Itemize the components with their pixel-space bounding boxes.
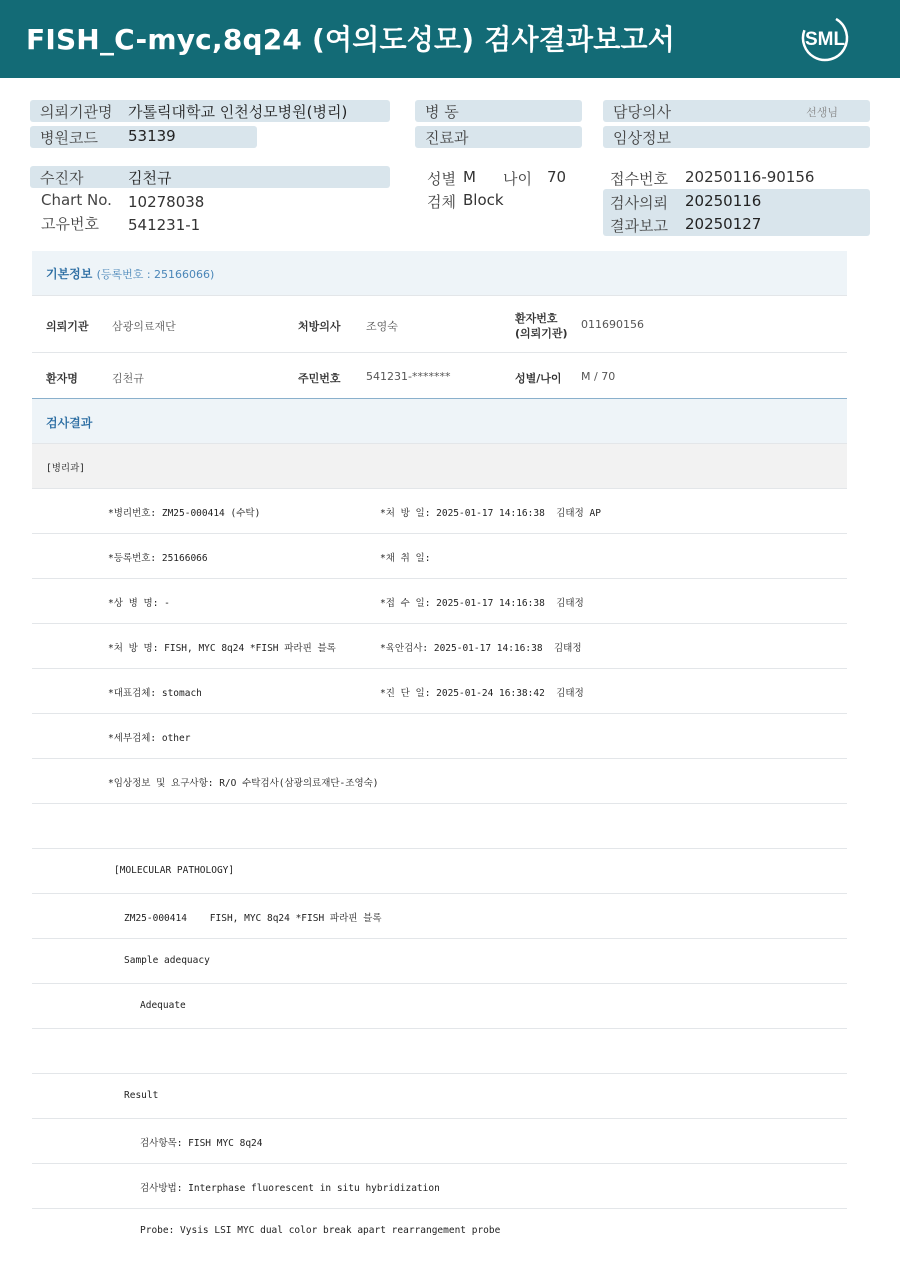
ward-field: [415, 100, 582, 122]
sex-age-label: 성별/나이: [515, 372, 562, 385]
sex-label: 성별: [427, 170, 456, 188]
specimen-label: 검체: [427, 193, 456, 211]
department-section-row: [32, 444, 847, 489]
sample-adequacy-value: Adequate: [140, 1000, 186, 1011]
receipt-no-label: 접수번호: [610, 170, 668, 188]
registration-no-line: *등록번호: 25166066: [108, 553, 208, 564]
basic-info-row-2: [32, 353, 847, 399]
results-header: [32, 399, 847, 444]
prescriber-label: 처방의사: [298, 320, 341, 333]
result-row: [32, 1209, 847, 1254]
basic-info-row-1: [32, 296, 847, 353]
sex-value: M: [463, 168, 476, 186]
result-heading: Result: [124, 1090, 159, 1101]
result-row: [32, 894, 847, 939]
clinical-info-field: [603, 126, 870, 148]
requesting-institution-value: 가톨릭대학교 인천성모병원(병리): [128, 103, 348, 121]
chart-no-value: 10278038: [128, 193, 205, 211]
requesting-institution-label: 의뢰기관명: [40, 103, 113, 121]
result-row: [32, 849, 847, 894]
request-date-value: 20250116: [685, 192, 762, 210]
collection-date: *채 취 일:: [380, 553, 431, 564]
result-row: [32, 759, 847, 804]
doctor-label: 담당의사: [613, 103, 671, 121]
test-item: 검사항목: FISH MYC 8q24: [140, 1138, 263, 1149]
chart-no-label: Chart No.: [41, 191, 112, 209]
probe-line: Probe: Vysis LSI MYC dual color break apart rearrangement probe: [140, 1225, 501, 1236]
blank-row: [32, 1029, 847, 1074]
result-row: [32, 1119, 847, 1164]
patient-no-sublabel: (의뢰기관): [515, 327, 568, 340]
patient-no-label: 환자번호: [515, 312, 558, 325]
age-value: 70: [547, 168, 567, 186]
report-header-bar: [0, 0, 900, 78]
resident-no-value: 541231-*******: [366, 370, 451, 383]
result-row: [32, 669, 847, 714]
unique-no-value: 541231-1: [128, 216, 201, 234]
receipt-no-value: 20250116-90156: [685, 168, 815, 186]
gross-exam-date: *육안검사: 2025-01-17 14:16:38 김태정: [380, 643, 582, 654]
sml-logo: [798, 12, 852, 64]
specimen-value: Block: [463, 191, 504, 209]
patient-name-label: 환자명: [46, 372, 78, 385]
resident-no-label: 주민번호: [298, 372, 341, 385]
doctor-suffix: 선생님: [806, 106, 838, 119]
result-row: [32, 714, 847, 759]
result-row: [32, 1164, 847, 1209]
result-row: [32, 489, 847, 534]
unique-no-label: 고유번호: [41, 215, 99, 233]
department-label: 진료과: [425, 129, 469, 147]
doctor-field: [603, 100, 870, 122]
report-date-value: 20250127: [685, 215, 762, 233]
test-method: 검사방법: Interphase fluorescent in situ hybridization: [140, 1183, 440, 1194]
request-date-label: 검사의뢰: [610, 194, 668, 212]
prescriber-value: 조영숙: [366, 320, 398, 333]
basic-info-title: 기본정보 (등록번호 : 25166066): [46, 267, 215, 281]
diagnosis-date: *진 단 일: 2025-01-24 16:38:42 김태정: [380, 688, 584, 699]
pathology-number: *병리번호: ZM25-000414 (수탁): [108, 508, 261, 519]
blank-row: [32, 804, 847, 849]
result-row: [32, 939, 847, 984]
report-date-label: 결과보고: [610, 217, 668, 235]
hospital-code-label: 병원코드: [40, 129, 98, 147]
hospital-code-field: [30, 126, 257, 148]
results-title: 검사결과: [46, 416, 93, 430]
patient-value: 김천규: [128, 169, 172, 187]
registration-number: (등록번호 : 25166066): [96, 268, 215, 281]
case-line: ZM25-000414 FISH, MYC 8q24 *FISH 파라핀 블록: [124, 913, 382, 924]
department-section: [병리과]: [46, 463, 85, 474]
receipt-date: *접 수 일: 2025-01-17 14:16:38 김태정: [380, 598, 584, 609]
institution-label: 의뢰기관: [46, 320, 89, 333]
report-panel: [32, 251, 847, 1271]
hospital-code-value: 53139: [128, 127, 176, 145]
diagnosis-name: *상 병 명: -: [108, 598, 170, 609]
institution-value: 삼광의료재단: [112, 320, 176, 333]
prescription-name: *처 방 명: FISH, MYC 8q24 *FISH 파라핀 블록: [108, 643, 336, 654]
patient-no-value: 011690156: [581, 318, 644, 331]
patient-field: [30, 166, 390, 188]
report-title: FISH_C-myc,8q24 (여의도성모) 검사결과보고서: [26, 23, 675, 56]
clinical-request: *임상정보 및 요구사항: R/O 수탁검사(삼광의료재단-조영숙): [108, 778, 379, 789]
logo-text: SML: [804, 29, 846, 50]
age-label: 나이: [503, 170, 532, 188]
patient-name-value: 김천규: [112, 372, 144, 385]
detailed-specimen: *세부검체: other: [108, 733, 191, 744]
ward-label: 병 동: [425, 103, 459, 121]
result-row: [32, 1074, 847, 1119]
requesting-institution-field: [30, 100, 390, 122]
patient-label: 수진자: [40, 169, 84, 187]
result-row: [32, 984, 847, 1029]
molecular-pathology-heading: [MOLECULAR PATHOLOGY]: [114, 865, 235, 876]
sex-age-value: M / 70: [581, 370, 616, 383]
representative-specimen: *대표검체: stomach: [108, 688, 202, 699]
department-field: [415, 126, 582, 148]
result-row: [32, 579, 847, 624]
sample-adequacy-label: Sample adequacy: [124, 955, 210, 966]
result-row: [32, 534, 847, 579]
basic-info-header: [32, 251, 847, 296]
clinical-info-label: 임상정보: [613, 129, 671, 147]
result-row: [32, 624, 847, 669]
date-box: [603, 189, 870, 236]
prescription-date: *처 방 일: 2025-01-17 14:16:38 김태정 AP: [380, 508, 601, 519]
